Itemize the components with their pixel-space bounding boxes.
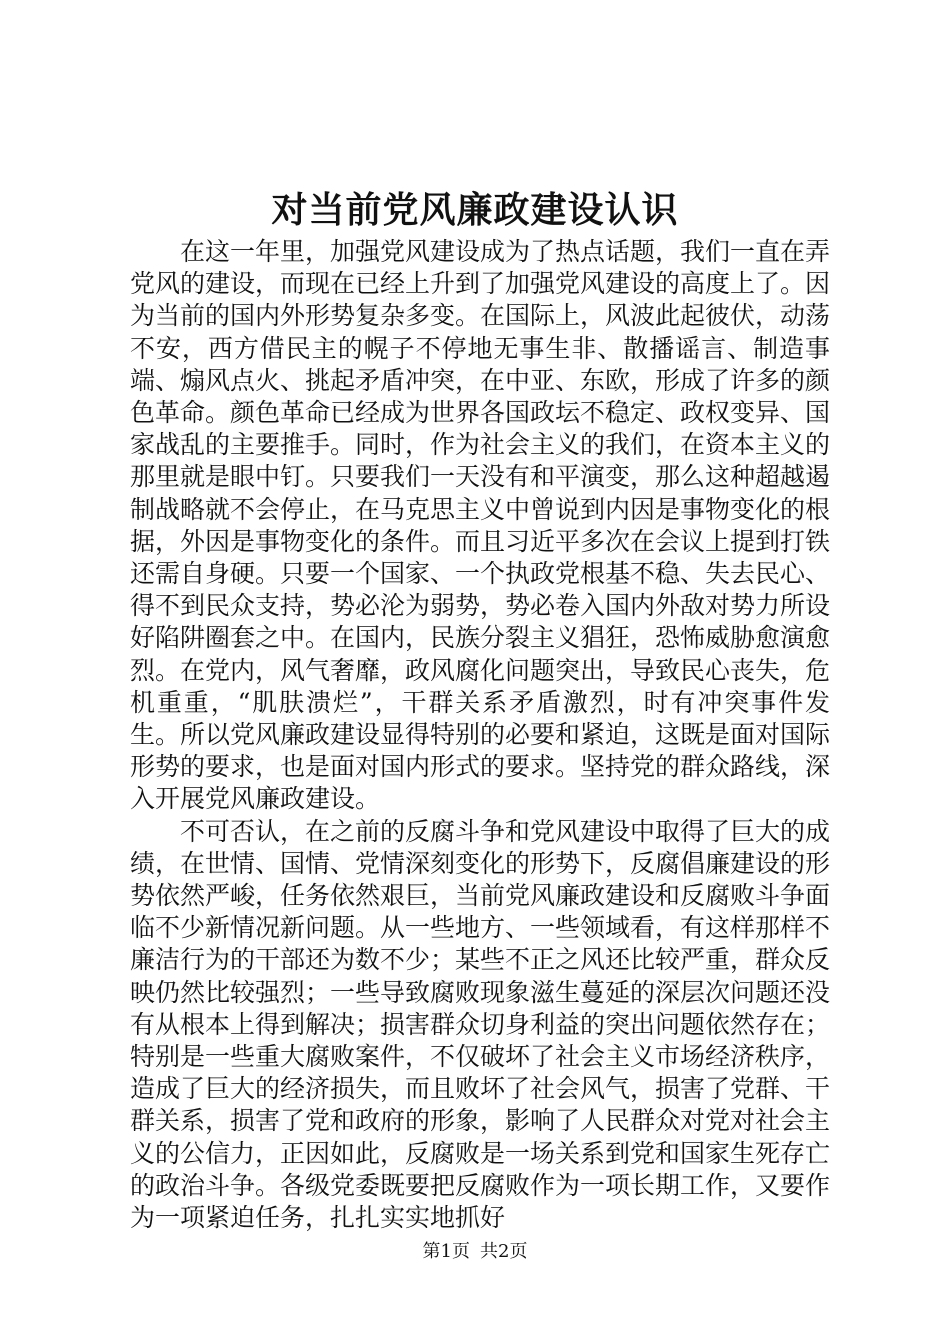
page-number: 第1页 (422, 1241, 470, 1262)
page-footer (0, 1240, 950, 1264)
document-title: 对当前党风廉政建设认识 (271, 189, 679, 231)
paragraph-2: 不可否认，在之前的反腐斗争和党风建设中取得了巨大的成绩，在世情、国情、党情深刻变化的形势下，反腐倡廉建设的形势依然严峻，任务依然艰巨，当前党风廉政建设和反腐败斗争面临不少新情况新问题。从一些地方、一些领域看，有这样那样不廉洁行为的干部还为数不少；某些不正之风还比较严重，群众反映仍然比较强烈；一些导致腐败现象滋生蔓延的深层次问题还没有从根本上得到解决；损害群众切身利益的突出问题依然存在；特别是一些重大腐败案件，不仅破坏了社会主义市场经济秩序，造成了巨大的经济损失，而且败坏了社会风气，损害了党群、干群关系，损害了党和政府的形象，影响了人民群众对党对社会主义的公信力，正因如此，反腐败是一场关系到党和国家生死存亡的政治斗争。各级党委既要把反腐败作为一项长期工作，又要作为一项紧迫任务，扎扎实实地抓好 (130, 816, 831, 1233)
document-body (130, 236, 830, 1234)
paragraph-1: 在这一年里，加强党风建设成为了热点话题，我们一直在弄党风的建设，而现在已经上升到了加强党风建设的高度上了。因为当前的国内外形势复杂多变。在国际上，风波此起彼伏，动荡不安，西方借民主的幌子不停地无事生非、散播谣言、制造事端、煽风点火、挑起矛盾冲突，在中亚、东欧，形成了许多的颜色革命。颜色革命已经成为世界各国政坛不稳定、政权变异、国家战乱的主要推手。同时，作为社会主义的我们，在资本主义的那里就是眼中钉。只要我们一天没有和平演变，那么这种超越遏制战略就不会停止，在马克思主义中曾说到内因是事物变化的根据，外因是事物变化的条件。而且习近平多次在会议上提到打铁还需自身硬。只要一个国家、一个执政党根基不稳、失去民心、得不到民众支持，势必沦为弱势，势必卷入国内外敌对势力所设好陷阱圈套之中。在国内，民族分裂主义猖狂，恐怖威胁愈演愈烈。在党内，风气奢靡，政风腐化问题突出，导致民心丧失，危机重重，“肌肤溃烂”，干群关系矛盾激烈，时有冲突事件发生。所以党风廉政建设显得特别的必要和紧迫，这既是面对国际形势的要求，也是面对国内形式的要求。坚持党的群众路线，深入开展党风廉政建设。 (130, 237, 831, 814)
page-total: 共2页 (480, 1241, 528, 1262)
